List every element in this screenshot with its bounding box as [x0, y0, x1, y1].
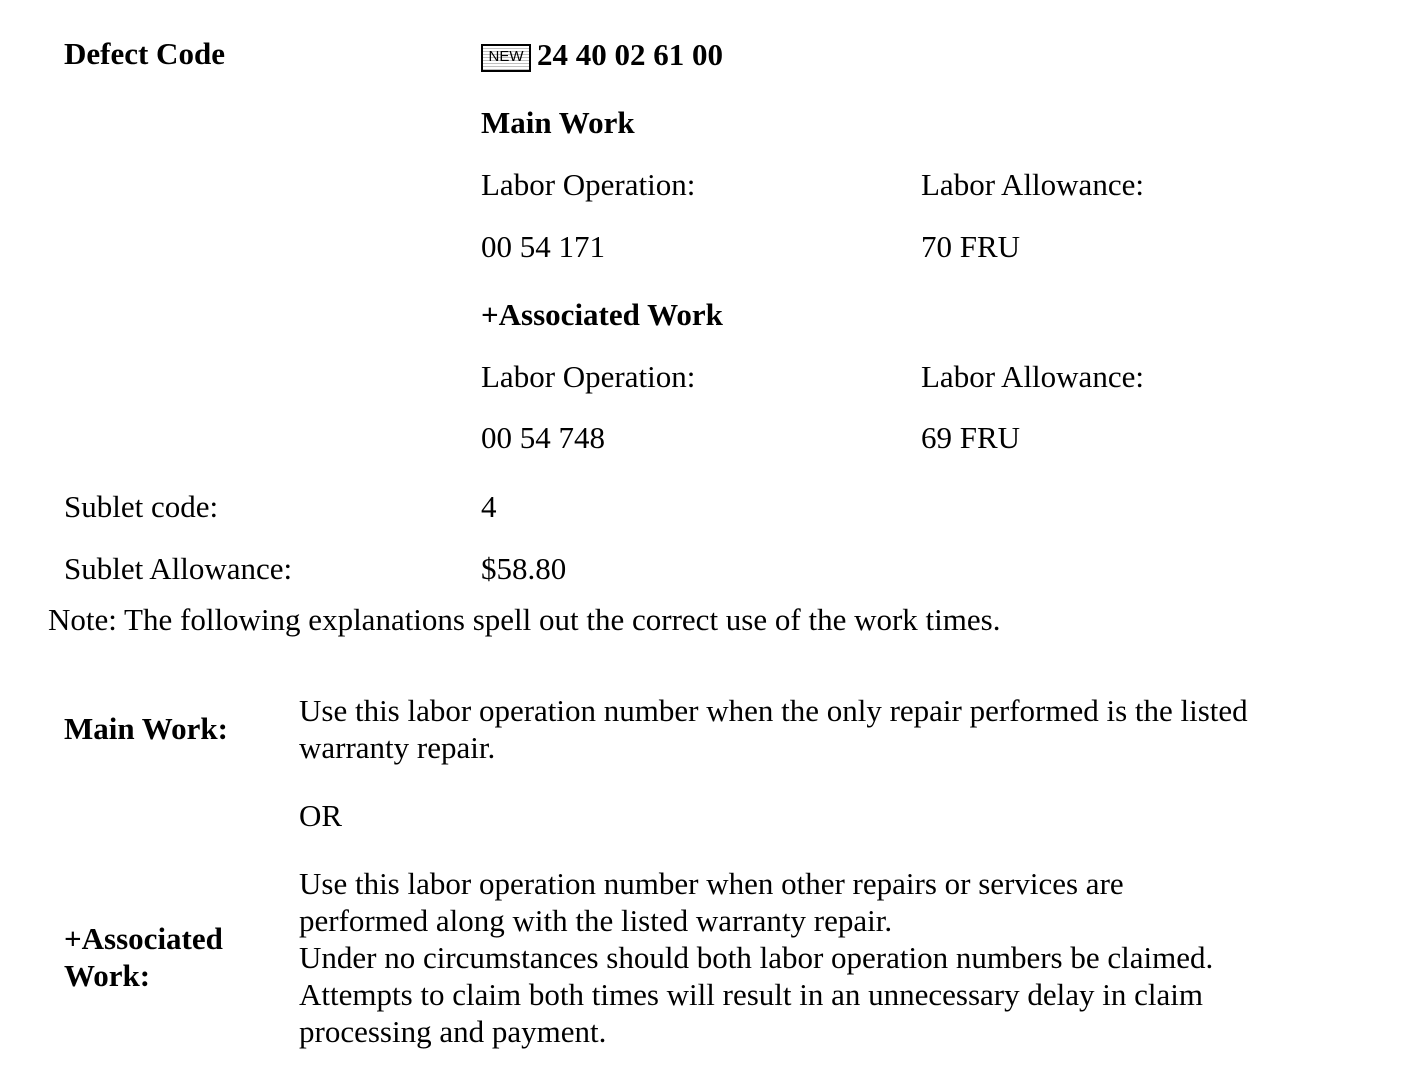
note-text: Note: The following explanations spell out the correct use of the work times.: [48, 602, 1001, 637]
sublet-allowance-value: $58.80: [481, 551, 567, 586]
sublet-allowance-label: Sublet Allowance:: [64, 551, 293, 586]
explanation-main-work-label: Main Work:: [64, 711, 228, 746]
explanation-associated-work-label-line1: +Associated: [64, 921, 223, 956]
explanation-or-text: OR: [299, 798, 343, 833]
defect-code-label: Defect Code: [64, 36, 225, 71]
associated-work-labor-allowance-value: 69 FRU: [921, 420, 1021, 455]
associated-work-labor-operation-label: Labor Operation:: [481, 359, 696, 394]
main-work-labor-operation-value: 00 54 171: [481, 229, 605, 264]
main-work-labor-operation-label: Labor Operation:: [481, 167, 696, 202]
sublet-code-label: Sublet code:: [64, 489, 219, 524]
associated-work-labor-allowance-label: Labor Allowance:: [921, 359, 1144, 394]
explanation-main-work-text: Use this labor operation number when the only repair performed is the listed warranty repair.: [299, 693, 1248, 765]
sublet-code-value: 4: [481, 489, 497, 524]
main-work-labor-allowance-value: 70 FRU: [921, 229, 1021, 264]
explanation-associated-work-text-2: Under no circumstances should both labor operation numbers be claimed. Attempts to claim both times will result in an unnecessary delay in claim processing and payment.: [299, 940, 1214, 1049]
defect-code-value: 24 40 02 61 00: [537, 37, 723, 72]
associated-work-heading: +Associated Work: [481, 297, 723, 332]
main-work-heading: Main Work: [481, 105, 635, 140]
new-badge-icon: NEW: [481, 44, 531, 72]
associated-work-labor-operation-value: 00 54 748: [481, 420, 605, 455]
defect-code-row: [481, 36, 723, 73]
explanation-associated-work-label-line2: Work:: [64, 958, 151, 993]
explanation-associated-work-text-1: Use this labor operation number when other repairs or services are performed along with the listed warranty repair.: [299, 866, 1124, 938]
main-work-labor-allowance-label: Labor Allowance:: [921, 167, 1144, 202]
